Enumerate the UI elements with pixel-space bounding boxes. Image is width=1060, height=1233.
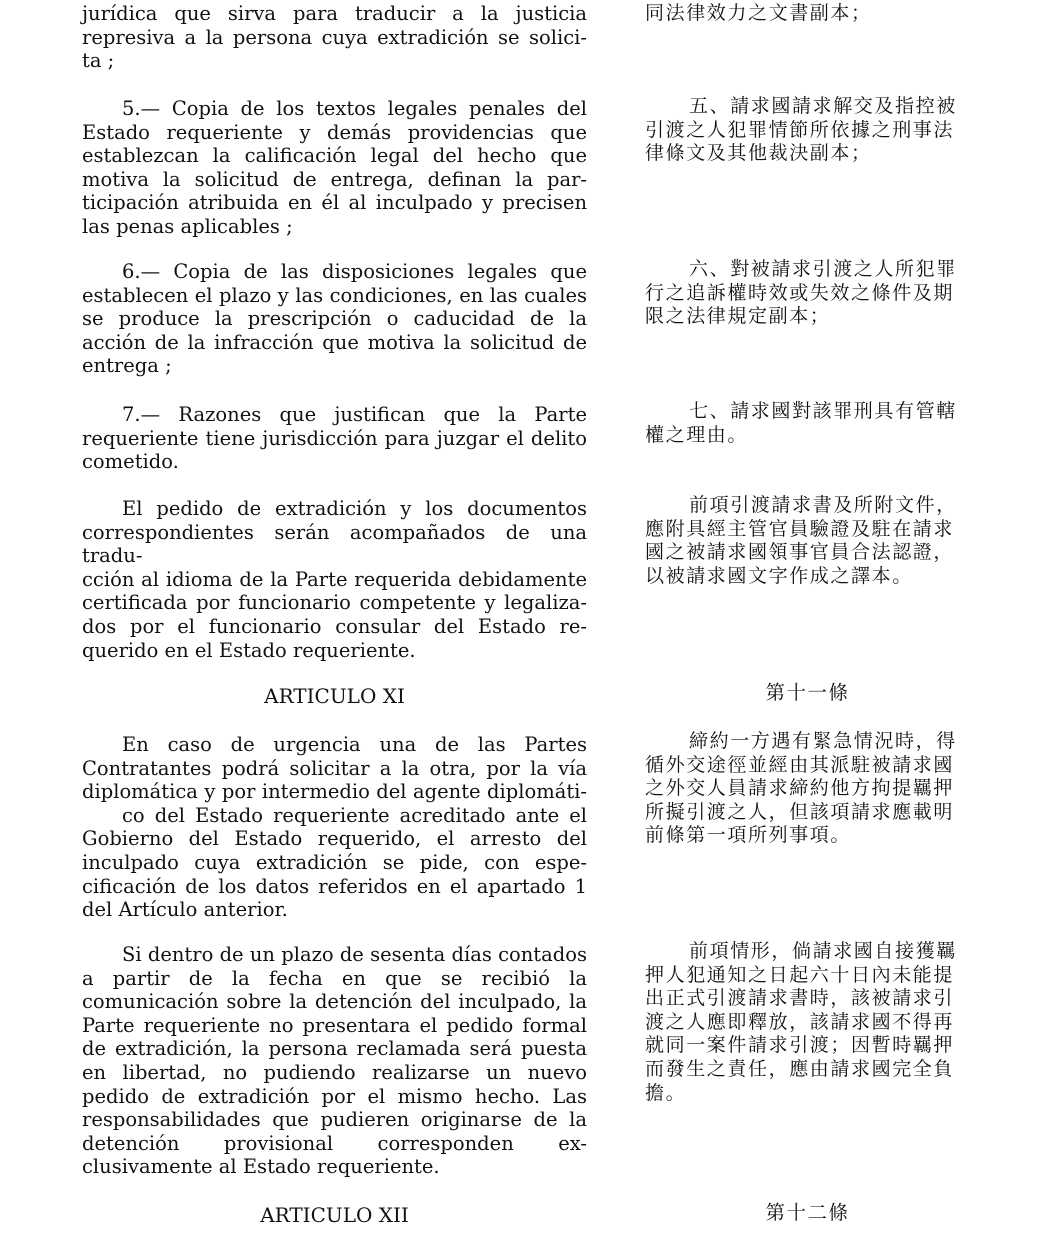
text-line: requeriente tiene jurisdicción para juzgar el delito (82, 426, 587, 450)
text-line: dos por el funcionario consular del Estado re- (82, 614, 587, 638)
text-line: Contratantes podrá solicitar a la otra, por la vía (82, 756, 587, 780)
text-line: 權之理由。 (645, 423, 749, 446)
text-line: entrega ; (82, 354, 172, 378)
text-line: 七、請求國對該罪刑具有管轄 (689, 400, 957, 422)
text-line: 前條第一項所列事項。 (645, 824, 852, 847)
text-line: Si dentro de un plazo de sesenta días contados (122, 943, 587, 966)
es-article-xi-paragraph-1 (82, 733, 587, 922)
es-article-xi-heading: ARTICULO XI (264, 684, 405, 708)
text-line: 前項情形，倘請求國自接獲羈 (689, 940, 957, 962)
zh-paragraph-translation (645, 494, 975, 588)
text-line: cometido. (82, 450, 179, 474)
text-line: en libertad, no pudiendo realizarse un nuevo (82, 1060, 587, 1084)
text-line: 6.— Copia de las disposiciones legales que (122, 260, 587, 283)
text-line: cción al idioma de la Parte requerida debidamente (82, 567, 587, 591)
text-line: clusivamente al Estado requeriente. (82, 1155, 440, 1179)
text-line: Gobierno del Estado requerido, el arresto del (82, 827, 587, 851)
text-line: detención provisional corresponden ex- (82, 1131, 587, 1155)
text-line: 引渡之人犯罪情節所依據之刑事法 (645, 118, 955, 141)
text-line: 之外交人員請求締約他方拘提羈押 (645, 777, 955, 800)
text-line: 五、請求國請求解交及指控被 (689, 95, 957, 117)
text-line: 7.— Razones que justifican que la Parte (122, 403, 587, 426)
zh-paragraph-continuation (645, 2, 975, 26)
text-line: 國之被請求國領事官員合法認證， (645, 541, 955, 564)
text-line: querido en el Estado requeriente. (82, 638, 416, 662)
text-line: 限之法律規定副本； (645, 305, 831, 328)
text-line: 5.— Copia de los textos legales penales del (122, 97, 587, 120)
text-line: las penas aplicables ; (82, 214, 293, 238)
text-line: 押人犯通知之日起六十日內未能提 (645, 963, 955, 986)
text-line: establezcan la calificación legal del hecho que (82, 144, 587, 168)
es-paragraph-translation (82, 497, 587, 662)
text-line: diplomática y por intermedio del agente diplomáti- (82, 780, 587, 804)
text-line: 循外交途徑並經由其派駐被請求國 (645, 753, 955, 776)
text-line: 就同一案件請求引渡；因暫時羈押 (645, 1034, 955, 1057)
text-line: Estado requeriente y demás providencias que (82, 120, 587, 144)
text-line: establecen el plazo y las condiciones, en las cuales (82, 283, 587, 307)
text-line: del Artículo anterior. (82, 898, 288, 922)
text-line: 六、對被請求引渡之人所犯罪 (689, 258, 957, 280)
text-line: 擔。 (645, 1081, 687, 1104)
es-article-xi-paragraph-2 (82, 943, 587, 1179)
text-line: 應附具經主管官員驗證及駐在請求 (645, 517, 955, 540)
zh-item-6 (645, 258, 975, 329)
text-line: a partir de la fecha en que se recibió la (82, 966, 587, 990)
text-line: 行之追訴權時效或失效之條件及期 (645, 281, 955, 304)
text-line: inculpado cuya extradición se pide, con espe- (82, 850, 587, 874)
es-paragraph-continuation (82, 2, 587, 73)
text-line: 所擬引渡之人，但該項請求應載明 (645, 800, 955, 823)
zh-item-7 (645, 400, 975, 447)
es-article-xii-heading: ARTICULO XII (260, 1203, 409, 1227)
text-line: de extradición, la persona reclamada será puesta (82, 1037, 587, 1061)
text-line: 以被請求國文字作成之譯本。 (645, 564, 913, 587)
zh-article-11-paragraph-1 (645, 730, 975, 848)
text-line: En caso de urgencia una de las Partes (122, 733, 587, 756)
zh-article-11-paragraph-2 (645, 940, 975, 1105)
text-line: 前項引渡請求書及所附文件， (689, 494, 957, 516)
text-line: correspondientes serán acompañados de una tradu- (82, 520, 587, 568)
text-line: 出正式引渡請求書時，該被請求引 (645, 987, 955, 1010)
text-line: certificada por funcionario competente y legaliza- (82, 591, 587, 615)
text-line: co del Estado requeriente acreditado ante el (122, 803, 587, 827)
text-line: ta ; (82, 49, 115, 73)
zh-article-12-heading: 第十二條 (765, 1201, 850, 1224)
text-line: motiva la solicitud de entrega, definan la par- (82, 167, 587, 191)
text-line: acción de la infracción que motiva la solicitud de (82, 330, 587, 354)
text-line: Parte requeriente no presentara el pedido formal (82, 1013, 587, 1037)
text-line: 律條文及其他裁決副本； (645, 142, 872, 165)
text-line: El pedido de extradición y los documentos (122, 497, 587, 520)
text-line: 而發生之責任，應由請求國完全負 (645, 1057, 955, 1080)
text-line: se produce la prescripción o caducidad de la (82, 307, 587, 331)
text-line: 渡之人應即釋放，該請求國不得再 (645, 1010, 955, 1033)
es-item-7 (82, 403, 587, 474)
es-item-6 (82, 260, 587, 378)
es-item-5 (82, 97, 587, 239)
text-line: responsabilidades que pudieren originarse de la (82, 1108, 587, 1132)
text-line: cificación de los datos referidos en el apartado 1 (82, 874, 587, 898)
zh-item-5 (645, 95, 975, 166)
text-line: represiva a la persona cuya extradición se solici- (82, 25, 587, 49)
text-line: pedido de extradición por el mismo hecho. Las (82, 1084, 587, 1108)
text-line: 同法律效力之文書副本； (645, 2, 872, 24)
text-line: ticipación atribuida en él al inculpado y precisen (82, 191, 587, 215)
text-line: jurídica que sirva para traducir a la justicia (82, 2, 587, 25)
zh-article-11-heading: 第十一條 (765, 681, 850, 704)
text-line: 締約一方遇有緊急情況時，得 (689, 730, 957, 752)
text-line: comunicación sobre la detención del inculpado, la (82, 990, 587, 1014)
